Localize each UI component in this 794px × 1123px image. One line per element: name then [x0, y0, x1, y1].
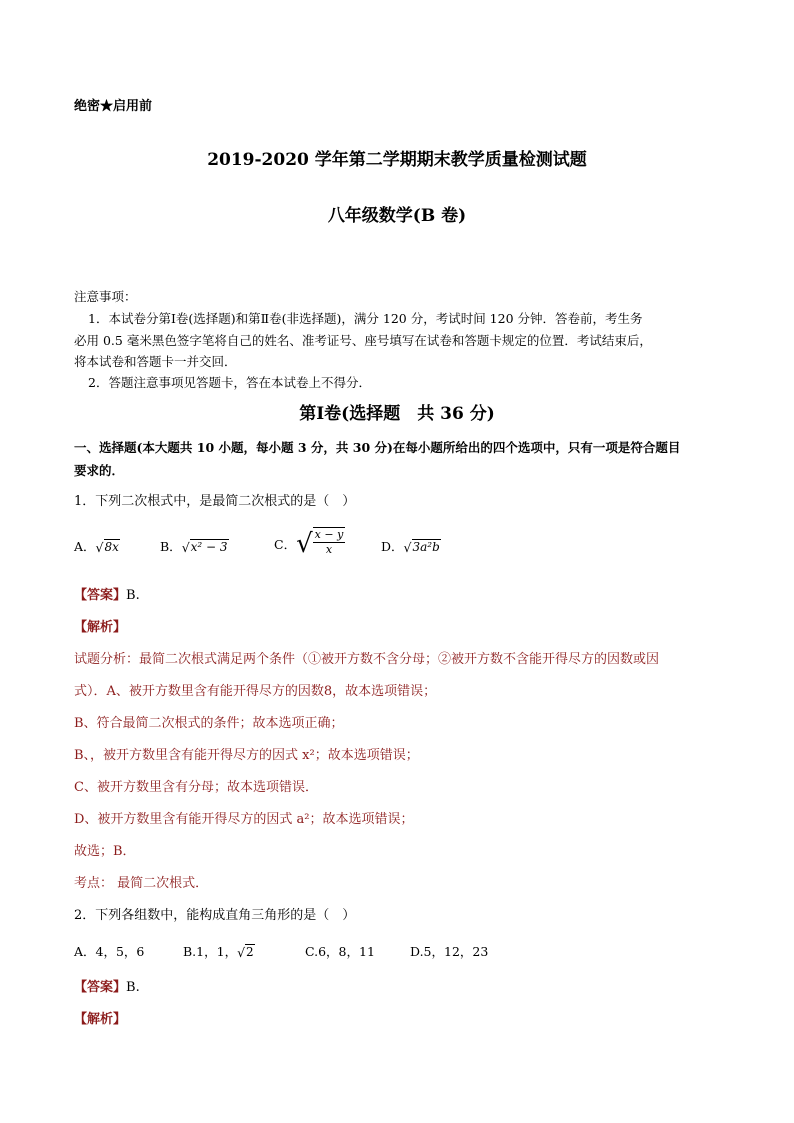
q2-option-d: D.5，12，23 — [410, 944, 489, 959]
q1-stem: 1．下列二次根式中，是最简二次根式的是（ ） — [74, 494, 356, 509]
sqrt-icon: √ — [95, 540, 104, 555]
q1-analysis-5: C、被开方数里含有分母；故本选项错误． — [74, 780, 318, 795]
q1-option-d-expr: 3a²b — [412, 540, 440, 554]
confidential-label: 绝密★启用前 — [74, 99, 153, 114]
q1-conclusion: 故选；B． — [74, 844, 136, 859]
q1-option-a — [74, 537, 120, 555]
q1-analysis-1: 试题分析：最简二次根式满足两个条件（①被开方数不含分母；②被开方数不含能开得尽方的因数或因 — [74, 652, 660, 667]
exam-subtitle: 八年级数学(B 卷) — [327, 206, 467, 226]
section-instruction-b: 要求的． — [74, 463, 125, 478]
section-instruction-a: 一、选择题(本大题共 10 小题，每小题 3 分，共 30 分)在每小题所给出的四个选项中，只有一项是符合题目 — [74, 440, 681, 455]
q2-answer-value: B. — [126, 980, 140, 995]
q1-analysis-6: D、被开方数里含有能开得尽方的因式 a²；故本选项错误； — [74, 812, 414, 827]
q1-option-c-label: C． — [274, 537, 297, 552]
notes-line-1b: 必用 0.5 毫米黑色签字笔将自己的姓名、准考证号、座号填写在试卷和答题卡规定的位置．考试结束后， — [74, 333, 652, 348]
notes-line-1a: 1．本试卷分第Ⅰ卷(选择题)和第Ⅱ卷(非选择题)，满分 120 分，考试时间 120 分钟．答卷前，考生务 — [88, 311, 643, 326]
q1-option-d — [381, 537, 441, 555]
q1-option-b-label: B． — [160, 539, 182, 554]
notes-line-1c: 将本试卷和答题卡一并交回． — [74, 354, 237, 369]
q1-option-b — [160, 537, 229, 555]
q1-topic: 考点： 最简二次根式． — [74, 876, 209, 891]
q1-answer-value: B. — [126, 588, 140, 603]
q1-analysis-3: B、符合最简二次根式的条件；故本选项正确； — [74, 716, 344, 731]
sqrt-icon: √ — [296, 529, 313, 559]
notes-line-2: 2．答题注意事项见答题卡，答在本试卷上不得分． — [88, 375, 371, 390]
q2-answer — [74, 976, 140, 995]
q1-option-a-expr: 8x — [104, 540, 119, 554]
q2-stem: 2．下列各组数中，能构成直角三角形的是（ ） — [74, 908, 356, 923]
q1-analysis-2: 式）．A、被开方数里含有能开得尽方的因数8，故本选项错误； — [74, 684, 437, 699]
sqrt-icon: √ — [237, 945, 246, 960]
q1-option-c-denominator: x — [325, 543, 333, 556]
q2-option-b-label: B.1，1， — [183, 944, 238, 959]
q2-option-b-expr: 2 — [246, 945, 254, 959]
q2-option-c: C.6，8，11 — [305, 944, 375, 959]
q1-answer — [74, 584, 140, 603]
q2-analysis-tag: 【解析】 — [74, 1012, 127, 1027]
q2-option-b — [183, 942, 255, 960]
notes-heading: 注意事项： — [74, 289, 137, 304]
q2-option-a: A．4，5，6 — [74, 944, 145, 959]
q1-option-c — [274, 526, 345, 562]
q1-option-b-expr: x² − 3 — [190, 540, 228, 554]
sqrt-icon: √ — [181, 540, 190, 555]
section-title: 第Ⅰ卷(选择题 共 36 分) — [299, 404, 495, 424]
q1-option-c-fraction — [313, 528, 346, 557]
q1-answer-tag: 【答案】 — [74, 588, 127, 603]
sqrt-icon: √ — [403, 540, 412, 555]
q1-option-a-label: A． — [74, 539, 96, 554]
q1-option-d-label: D． — [381, 539, 404, 554]
q1-option-c-numerator: x − y — [314, 528, 344, 541]
q1-analysis-tag: 【解析】 — [74, 620, 127, 635]
q2-answer-tag: 【答案】 — [74, 980, 127, 995]
q1-analysis-4: B、，被开方数里含有能开得尽方的因式 x²；故本选项错误； — [74, 748, 419, 763]
exam-title: 2019-2020 学年第二学期期末教学质量检测试题 — [207, 150, 587, 170]
